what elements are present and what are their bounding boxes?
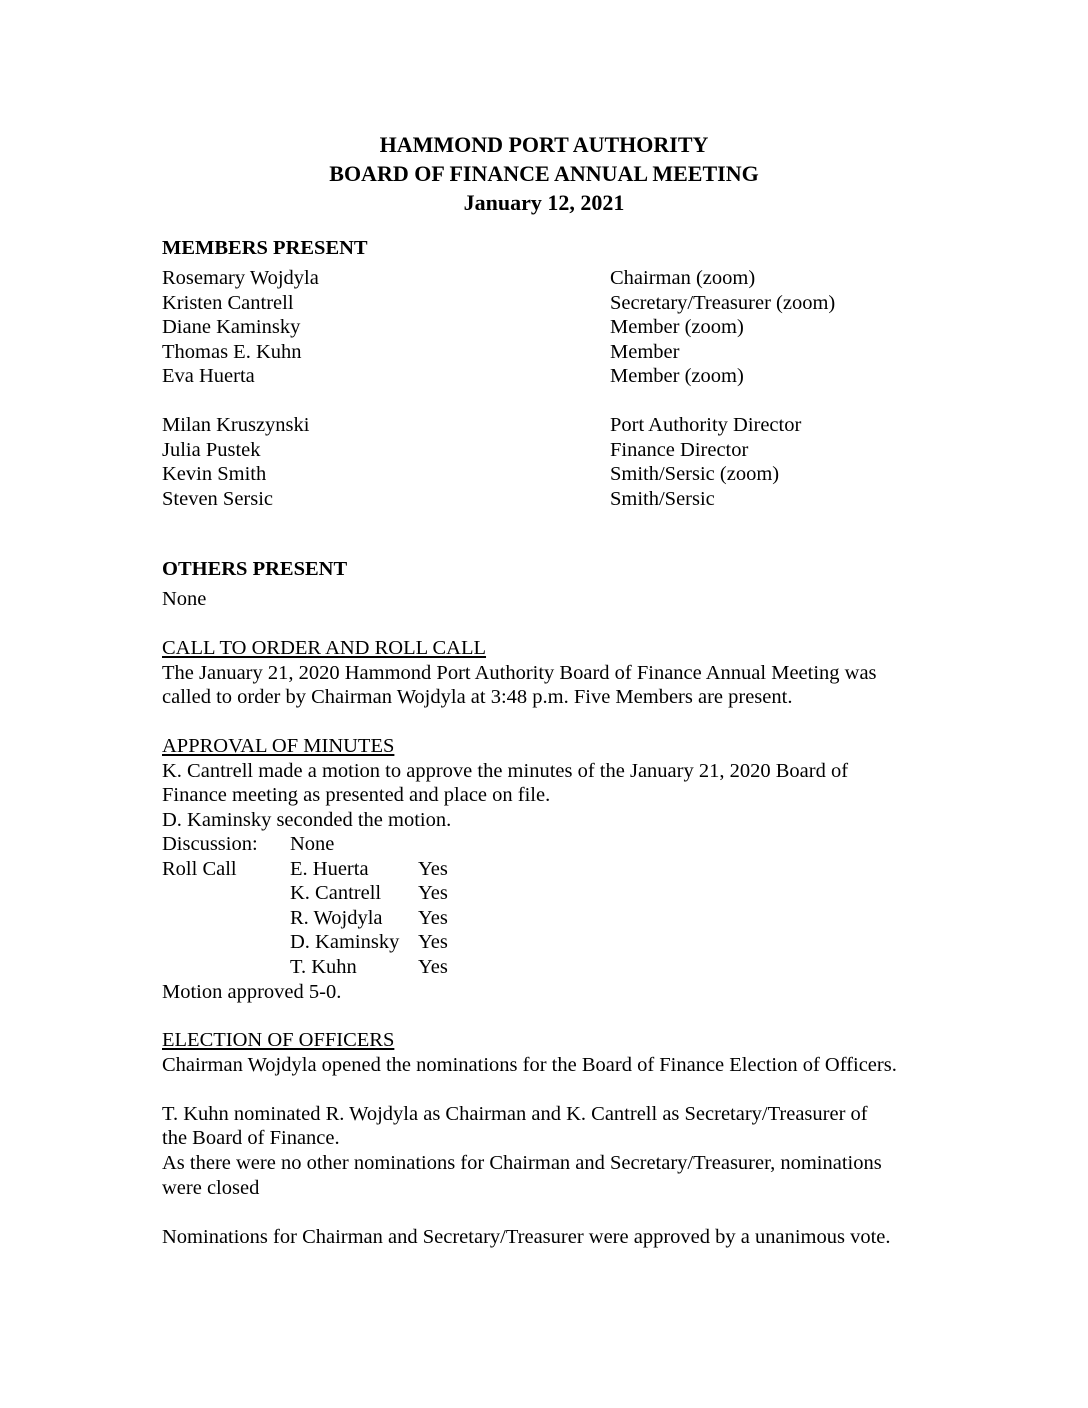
staff-name: Kevin Smith — [162, 463, 267, 486]
members-group2-names — [162, 413, 309, 511]
staff-role: Finance Director — [610, 438, 749, 461]
members-present-heading: MEMBERS PRESENT — [162, 237, 368, 259]
call-to-order-section — [162, 636, 962, 710]
election-paragraph: were closed — [162, 1176, 260, 1199]
vote-member: K. Cantrell — [290, 882, 382, 905]
vote-member: T. Kuhn — [290, 955, 357, 978]
vote-member: E. Huerta — [290, 857, 369, 880]
election-paragraph: Nominations for Chairman and Secretary/Treasurer were approved by a unanimous vote. — [162, 1225, 891, 1248]
election-of-officers-section — [162, 1028, 982, 1249]
staff-name: Milan Kruszynski — [162, 414, 310, 436]
staff-role: Smith/Sersic — [610, 487, 715, 510]
vote-member: R. Wojdyla — [290, 906, 383, 929]
organization-title: HAMMOND PORT AUTHORITY — [379, 132, 709, 157]
member-role: Secretary/Treasurer (zoom) — [610, 291, 836, 314]
motion-result: Motion approved 5-0. — [162, 980, 342, 1003]
approval-of-minutes-heading: APPROVAL OF MINUTES — [162, 735, 395, 757]
staff-name: Julia Pustek — [162, 438, 261, 461]
member-role: Chairman (zoom) — [610, 267, 756, 289]
call-to-order-line: called to order by Chairman Wojdyla at 3:48 p.m. Five Members are present. — [162, 686, 793, 709]
vote-value: Yes — [418, 906, 448, 929]
election-paragraph: the Board of Finance. — [162, 1127, 340, 1150]
document-header — [0, 130, 1088, 217]
minutes-second-line: D. Kaminsky seconded the motion. — [162, 808, 452, 831]
election-paragraph: T. Kuhn nominated R. Wojdyla as Chairman and K. Cantrell as Secretary/Treasurer of — [162, 1102, 868, 1125]
discussion-value: None — [290, 833, 335, 855]
approval-of-minutes-section — [162, 734, 962, 832]
members-group1-names — [162, 266, 319, 389]
members-group1-roles — [610, 266, 835, 389]
election-paragraph: As there were no other nominations for Chairman and Secretary/Treasurer, nominations — [162, 1151, 882, 1174]
meeting-date: January 12, 2021 — [463, 190, 625, 215]
roll-call-label: Roll Call — [162, 857, 237, 880]
meeting-title: BOARD OF FINANCE ANNUAL MEETING — [329, 161, 759, 186]
members-group2-roles — [610, 413, 801, 511]
vote-value: Yes — [418, 931, 448, 954]
member-role: Member — [610, 340, 680, 363]
others-present-text: None — [162, 588, 207, 610]
minutes-motion-line: K. Cantrell made a motion to approve the minutes of the January 21, 2020 Board of — [162, 759, 849, 782]
member-name: Kristen Cantrell — [162, 291, 294, 314]
vote-value: Yes — [418, 882, 448, 905]
election-paragraph: Chairman Wojdyla opened the nominations for the Board of Finance Election of Officers. — [162, 1053, 897, 1076]
member-role: Member (zoom) — [610, 365, 744, 388]
member-name: Diane Kaminsky — [162, 316, 301, 339]
member-role: Member (zoom) — [610, 316, 744, 339]
discussion-label: Discussion: — [162, 833, 258, 855]
member-name: Thomas E. Kuhn — [162, 340, 302, 363]
vote-value: Yes — [418, 857, 448, 880]
vote-member: D. Kaminsky — [290, 931, 400, 954]
staff-name: Steven Sersic — [162, 487, 274, 510]
minutes-motion-line: Finance meeting as presented and place on file. — [162, 784, 551, 807]
member-name: Eva Huerta — [162, 365, 255, 388]
call-to-order-line: The January 21, 2020 Hammond Port Authority Board of Finance Annual Meeting was — [162, 661, 877, 684]
others-present-heading: OTHERS PRESENT — [162, 558, 348, 580]
staff-role: Port Authority Director — [610, 414, 802, 436]
staff-role: Smith/Sersic (zoom) — [610, 463, 780, 486]
member-name: Rosemary Wojdyla — [162, 267, 319, 289]
vote-value: Yes — [418, 955, 448, 978]
call-to-order-heading: CALL TO ORDER AND ROLL CALL — [162, 637, 487, 659]
election-heading: ELECTION OF OFFICERS — [162, 1029, 395, 1051]
